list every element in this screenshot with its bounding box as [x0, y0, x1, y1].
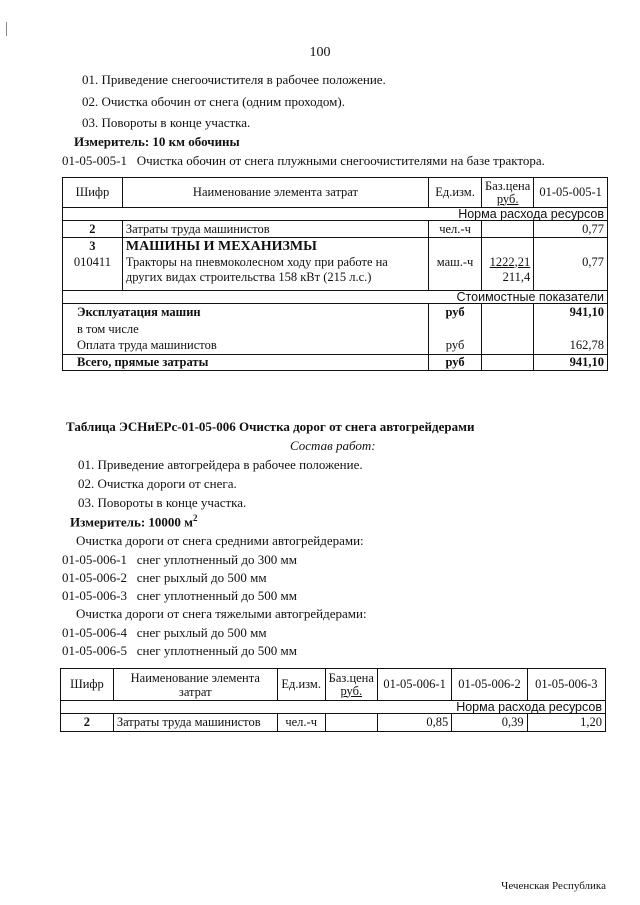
- table1-cost-unit-3: руб: [429, 355, 482, 371]
- table1: [62, 177, 608, 371]
- section2-measure-sup: 2: [193, 513, 198, 523]
- table2-header-base-price-2: руб.: [340, 683, 363, 698]
- table2-labor-code: 2: [61, 714, 114, 732]
- table1-machines-value: [534, 238, 608, 255]
- table1-tractor-name: [122, 255, 428, 291]
- table1-cost-price-0: [482, 304, 534, 321]
- table2-norm-label: Норма расхода ресурсов: [61, 701, 606, 714]
- table1-tractor-unit: маш.-ч: [429, 255, 482, 291]
- table1-tractor-price: [482, 255, 534, 291]
- group1-item-2-code: 01-05-006-2: [62, 570, 127, 585]
- table1-machines-code: 3: [63, 238, 123, 255]
- table2-labor-unit: чел.-ч: [277, 714, 325, 732]
- table1-cost-unit-2: руб: [429, 338, 482, 355]
- section1-step-1: 01. Приведение снегоочистителя в рабочее положение.: [82, 72, 386, 87]
- table2-header-col1: 01-05-006-1: [377, 669, 451, 701]
- group1-item-2-desc: снег рыхлый до 500 мм: [136, 570, 267, 585]
- table1-cost-unit-0: руб: [429, 304, 482, 321]
- table1-cost-price-1: [482, 321, 534, 338]
- section1-item-desc: Очистка обочин от снега плужными снегоочистителями на базе трактора.: [136, 153, 545, 168]
- table1-cost-row: [63, 291, 608, 304]
- table2-header-name: [113, 669, 277, 701]
- section2-group2-item-1: [62, 625, 267, 641]
- table2-header-col2: 01-05-006-2: [452, 669, 527, 701]
- table1-cost-price-2: [482, 338, 534, 355]
- section2-measure-text: Измеритель: 10000 м: [70, 514, 194, 530]
- table1-header-col: 01-05-005-1: [534, 178, 608, 208]
- section2-group2-item-2: [62, 643, 297, 659]
- section2-composition: Состав работ:: [290, 438, 376, 453]
- section2-group1-item-1: [62, 552, 297, 568]
- group2-item-2-code: 01-05-006-5: [62, 643, 127, 658]
- table1-header-base-price-1: Баз.цена: [485, 178, 531, 193]
- table2-norm-row: [61, 701, 606, 714]
- table1-cost-price-3: [482, 355, 534, 371]
- table1-cost-label: Стоимостные показатели: [63, 291, 608, 304]
- table1-cost-value-2: 162,78: [534, 338, 608, 355]
- table2-header-base-price: [325, 669, 377, 701]
- table1-tractor-name-2: других видах строительства 158 кВт (215 л.с.): [125, 269, 372, 284]
- table1-header-base-price: [482, 178, 534, 208]
- section1-step-2: 02. Очистка обочин от снега (одним проходом).: [82, 94, 345, 109]
- table1-tractor-name-1: Тракторы на пневмоколесном ходу при работе на: [125, 254, 388, 269]
- table2-labor-v2: 0,39: [452, 714, 527, 732]
- section2-step-2: 02. Очистка дороги от снега.: [78, 476, 237, 491]
- section2-group1-item-3: [62, 588, 297, 604]
- table1-cost-row-0: [63, 304, 608, 321]
- group2-item-2-desc: снег уплотненный до 500 мм: [136, 643, 297, 658]
- table1-row-labor: [63, 221, 608, 238]
- table1-cost-name-2: Оплата труда машинистов: [63, 338, 429, 355]
- group1-item-1-desc: снег уплотненный до 300 мм: [136, 552, 297, 567]
- footer-region: Чеченская Республика: [501, 880, 606, 892]
- group2-item-1-code: 01-05-006-4: [62, 625, 127, 640]
- table2-labor-name: Затраты труда машинистов: [113, 714, 277, 732]
- group2-item-1-desc: снег рыхлый до 500 мм: [136, 625, 267, 640]
- group1-item-1-code: 01-05-006-1: [62, 552, 127, 567]
- table1-machines-price: [482, 238, 534, 255]
- section1-item-code: 01-05-005-1: [62, 153, 127, 168]
- table1-norm-label: Норма расхода ресурсов: [63, 208, 608, 221]
- group1-item-3-desc: снег уплотненный до 500 мм: [136, 588, 297, 603]
- table1-header-unit: Ед.изм.: [429, 178, 482, 208]
- table1-header-row: [63, 178, 608, 208]
- table2-labor-v1: 0,85: [377, 714, 451, 732]
- table1-norm-row: [63, 208, 608, 221]
- table2: [60, 668, 606, 732]
- table1-cost-name-1: в том числе: [63, 321, 429, 338]
- table1-cost-value-0: 941,10: [534, 304, 608, 321]
- table1-row-tractor: [63, 255, 608, 291]
- section2-step-3: 03. Повороты в конце участка.: [78, 495, 247, 510]
- table2-header-row: [61, 669, 606, 701]
- table2-header-base-price-1: Баз.цена: [328, 670, 374, 685]
- table2-header-name-2: затрат: [178, 684, 212, 699]
- table1-tractor-price-1: 1222,21: [489, 254, 531, 269]
- table1-machines-unit: [429, 238, 482, 255]
- table1-cost-value-1: [534, 321, 608, 338]
- table2-header-unit: Ед.изм.: [277, 669, 325, 701]
- table1-cost-row-1: [63, 321, 608, 338]
- table1-tractor-code: 010411: [63, 255, 123, 291]
- table1-labor-name: Затраты труда машинистов: [122, 221, 428, 238]
- table1-header-name: Наименование элемента затрат: [122, 178, 428, 208]
- section1-measure: Измеритель: 10 км обочины: [74, 134, 240, 149]
- table1-labor-price: [482, 221, 534, 238]
- table1-tractor-price-2: 211,4: [502, 269, 531, 284]
- table2-labor-v3: 1,20: [527, 714, 605, 732]
- table2-labor-price: [325, 714, 377, 732]
- table1-cost-row-3: [63, 355, 608, 371]
- table1-labor-unit: чел.-ч: [429, 221, 482, 238]
- table2-header-code: Шифр: [61, 669, 114, 701]
- table1-cost-name-3: Всего, прямые затраты: [63, 355, 429, 371]
- group1-item-3-code: 01-05-006-3: [62, 588, 127, 603]
- section2-group2-title: Очистка дороги от снега тяжелыми автогрейдерами:: [76, 606, 367, 621]
- table1-header-code: Шифр: [63, 178, 123, 208]
- table2-row-labor: [61, 714, 606, 732]
- section2-group1-title: Очистка дороги от снега средними автогрейдерами:: [76, 533, 364, 548]
- table1-cost-unit-1: [429, 321, 482, 338]
- section2-step-1: 01. Приведение автогрейдера в рабочее положение.: [78, 457, 363, 472]
- table1-tractor-value: 0,77: [534, 255, 608, 291]
- section2-measure: [70, 513, 198, 530]
- section1-step-3: 03. Повороты в конце участка.: [82, 115, 251, 130]
- table1-header-base-price-2: руб.: [496, 191, 519, 206]
- page-number: 100: [309, 45, 331, 60]
- scan-margin-mark: [6, 22, 7, 36]
- section1-item: [62, 153, 545, 169]
- table2-header-col3: 01-05-006-3: [527, 669, 605, 701]
- table1-machines-name: МАШИНЫ И МЕХАНИЗМЫ: [122, 238, 428, 255]
- table1-labor-value: 0,77: [534, 221, 608, 238]
- table1-cost-name-0: Эксплуатация машин: [63, 304, 429, 321]
- table1-row-machines: [63, 238, 608, 255]
- table1-cost-value-3: 941,10: [534, 355, 608, 371]
- table1-labor-code: 2: [63, 221, 123, 238]
- table2-header-name-1: Наименование элемента: [130, 670, 260, 685]
- table1-cost-row-2: [63, 338, 608, 355]
- section2-group1-item-2: [62, 570, 267, 586]
- section2-table-title: Таблица ЭСНиЕРс-01-05-006 Очистка дорог от снега автогрейдерами: [66, 419, 475, 434]
